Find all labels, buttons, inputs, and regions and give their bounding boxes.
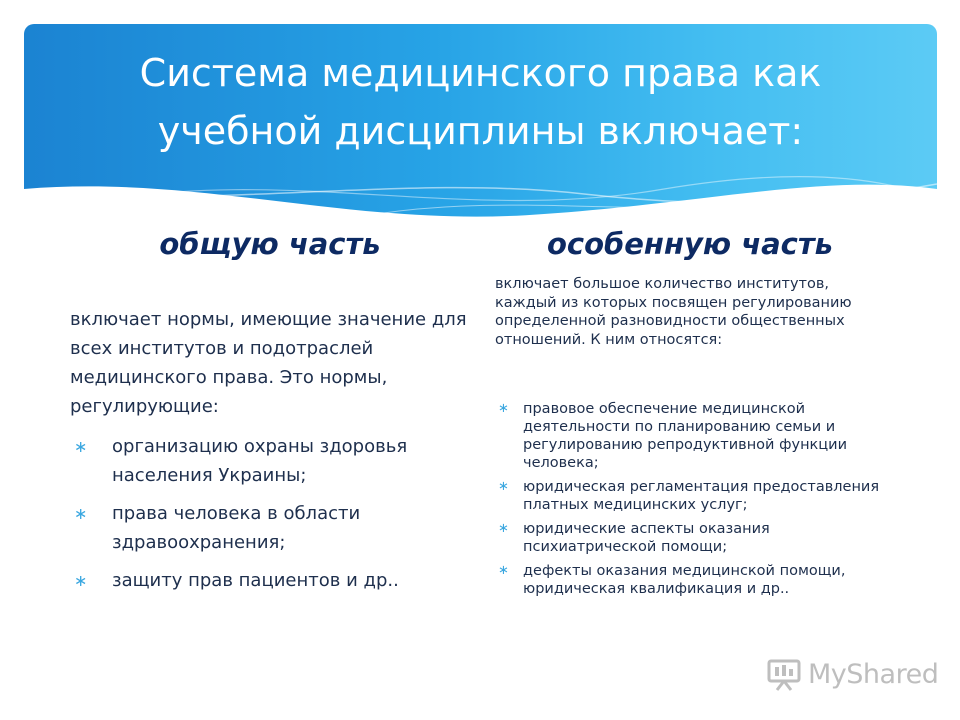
list-item (495, 478, 885, 514)
asterisk-bullet-icon: ∗ (498, 401, 509, 416)
special-part-list (495, 400, 885, 604)
list-item (495, 520, 885, 556)
watermark (766, 652, 938, 696)
list-item-text: дефекты оказания медицинской помощи, юридическая квалификация и др.. (523, 563, 846, 597)
list-item (495, 562, 885, 598)
asterisk-bullet-icon: ∗ (74, 437, 88, 456)
list-item (70, 432, 470, 490)
asterisk-bullet-icon: ∗ (74, 571, 88, 590)
general-part-heading: общую часть (159, 227, 381, 261)
list-item (70, 566, 470, 595)
list-item-text: правовое обеспечение медицинской деятельности по планированию семьи и регулированию репродуктивной функции человека; (523, 401, 848, 471)
list-item-text: юридическая регламентация предоставления платных медицинских услуг; (523, 479, 880, 513)
presentation-board-icon (766, 656, 802, 692)
asterisk-bullet-icon: ∗ (74, 504, 88, 523)
asterisk-bullet-icon: ∗ (498, 479, 509, 494)
list-item-text: организацию охраны здоровья населения Украины; (112, 436, 408, 486)
special-part-intro: включает большое количество институтов, каждый из которых посвящен регулированию определенной разновидности общественных отношений. К ним относятся: (495, 276, 852, 348)
list-item (70, 499, 470, 557)
list-item-text: защиту прав пациентов и др.. (112, 570, 399, 591)
special-part-heading: особенную часть (546, 227, 834, 261)
asterisk-bullet-icon: ∗ (498, 563, 509, 578)
asterisk-bullet-icon: ∗ (498, 521, 509, 536)
slide-title: Система медицинского права как учебной дисциплины включает: (139, 51, 822, 153)
general-part-intro: включает нормы, имеющие значение для всех институтов и подотраслей медицинского права. Это нормы, регулирующие: (70, 309, 467, 417)
general-part-list (70, 432, 470, 604)
watermark-text: MyShared (808, 658, 939, 690)
list-item-text: права человека в области здравоохранения; (112, 503, 361, 553)
list-item (495, 400, 885, 472)
list-item-text: юридические аспекты оказания психиатрической помощи; (523, 521, 770, 555)
